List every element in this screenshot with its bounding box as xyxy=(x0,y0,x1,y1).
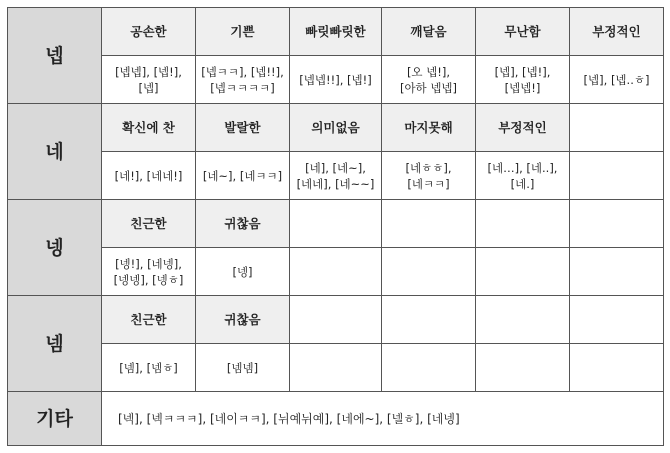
example-cell: [넵], [넵..ㅎ] xyxy=(570,56,664,104)
header-cell: 귀찮음 xyxy=(196,200,290,248)
empty-cell xyxy=(290,200,382,248)
header-cell: 빠릿빠릿한 xyxy=(290,8,382,56)
empty-cell xyxy=(476,200,570,248)
example-cell: [네~], [네ㅋㅋ] xyxy=(196,152,290,200)
table-row xyxy=(8,8,664,56)
category-cell: 기타 xyxy=(8,392,102,446)
empty-cell xyxy=(382,248,476,296)
example-cell: [네…], [네..], [네.] xyxy=(476,152,570,200)
example-cell: [넵ㅋㅋ], [넵!!], [넵ㅋㅋㅋㅋ] xyxy=(196,56,290,104)
header-cell: 부정적인 xyxy=(476,104,570,152)
empty-cell xyxy=(570,104,664,152)
header-cell: 마지못해 xyxy=(382,104,476,152)
empty-cell xyxy=(290,296,382,344)
example-cell: [오 넵!], [아하 넵넵] xyxy=(382,56,476,104)
empty-cell xyxy=(476,296,570,344)
header-cell: 발랄한 xyxy=(196,104,290,152)
table-row xyxy=(8,344,664,392)
header-cell: 귀찮음 xyxy=(196,296,290,344)
header-cell: 확신에 찬 xyxy=(102,104,196,152)
empty-cell xyxy=(290,344,382,392)
header-cell: 깨달음 xyxy=(382,8,476,56)
empty-cell xyxy=(382,296,476,344)
table-row xyxy=(8,392,664,446)
empty-cell xyxy=(570,248,664,296)
header-cell: 부정적인 xyxy=(570,8,664,56)
example-cell: [넵넵!!], [넵!] xyxy=(290,56,382,104)
table-row xyxy=(8,296,664,344)
table-row xyxy=(8,248,664,296)
category-cell: 넴 xyxy=(8,296,102,392)
header-cell: 무난함 xyxy=(476,8,570,56)
table-row xyxy=(8,56,664,104)
table-container xyxy=(7,7,663,445)
example-cell: [넴], [넴ㅎ] xyxy=(102,344,196,392)
example-cell: [넴넴] xyxy=(196,344,290,392)
table-row xyxy=(8,104,664,152)
example-cell: [네], [네~], [네네], [네~~] xyxy=(290,152,382,200)
empty-cell xyxy=(476,248,570,296)
response-style-table xyxy=(7,7,664,446)
category-cell: 넵 xyxy=(8,8,102,104)
table-row xyxy=(8,200,664,248)
example-cell: [넵넵], [넵!], [넵] xyxy=(102,56,196,104)
header-cell: 친근한 xyxy=(102,200,196,248)
empty-cell xyxy=(570,344,664,392)
header-cell: 공손한 xyxy=(102,8,196,56)
header-cell: 기쁜 xyxy=(196,8,290,56)
empty-cell xyxy=(382,344,476,392)
example-cell: [네ㅎㅎ], [네ㅋㅋ] xyxy=(382,152,476,200)
empty-cell xyxy=(570,152,664,200)
empty-cell xyxy=(570,200,664,248)
empty-cell xyxy=(290,248,382,296)
example-cell: [넹!], [네넹], [넹넹], [넹ㅎ] xyxy=(102,248,196,296)
empty-cell xyxy=(476,344,570,392)
example-cell: [네!], [네네!] xyxy=(102,152,196,200)
other-examples-cell: [넥], [넥ㅋㅋㅋ], [네이ㅋㅋ], [뉘예뉘예], [네에~], [넬ㅎ], [네넹] xyxy=(102,392,664,446)
empty-cell xyxy=(382,200,476,248)
table-row xyxy=(8,152,664,200)
header-cell: 친근한 xyxy=(102,296,196,344)
example-cell: [넵], [넵!], [넵넵!] xyxy=(476,56,570,104)
category-cell: 넹 xyxy=(8,200,102,296)
category-cell: 네 xyxy=(8,104,102,200)
empty-cell xyxy=(570,296,664,344)
example-cell: [넹] xyxy=(196,248,290,296)
header-cell: 의미없음 xyxy=(290,104,382,152)
